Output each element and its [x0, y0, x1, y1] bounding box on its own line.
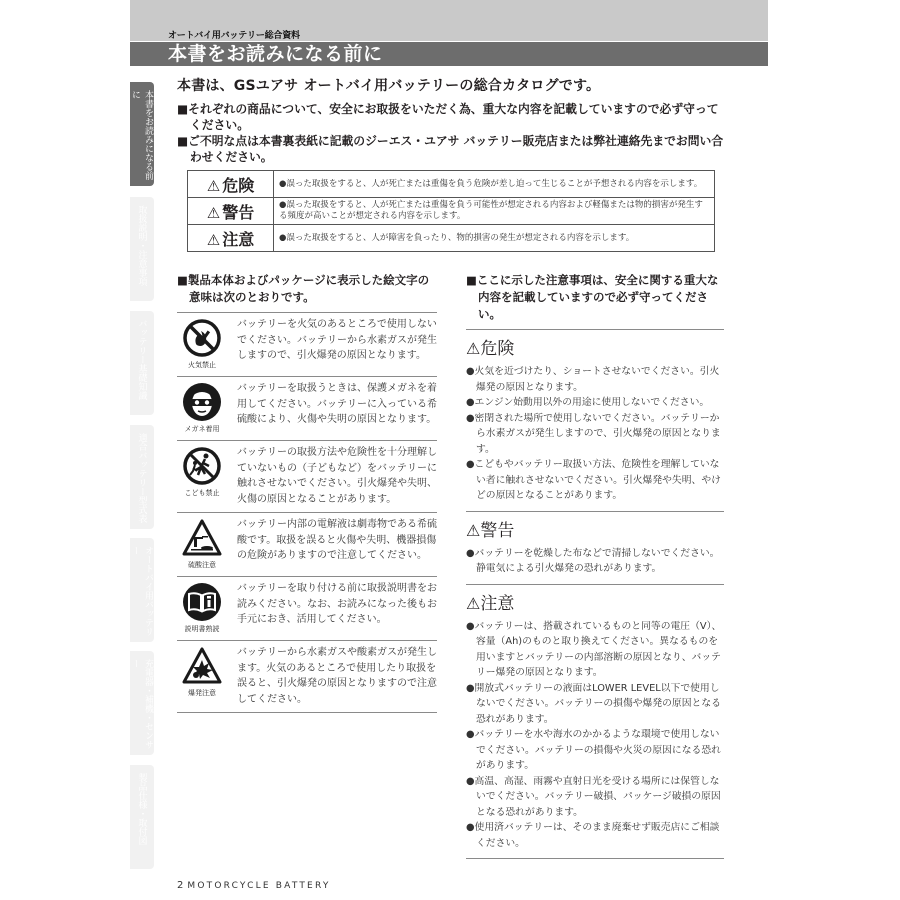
- section-title-text: 警告: [480, 520, 515, 541]
- pictogram-caption: 硫酸注意: [188, 561, 216, 569]
- intro-lead: 本書は、GSユアサ オートバイ用バッテリーの総合カタログです。: [177, 78, 601, 94]
- precaution-section-caution: [466, 593, 724, 860]
- side-tab-5[interactable]: 充電器・補機・センサー: [130, 651, 154, 755]
- page-title: 本書をお読みになる前に: [168, 43, 383, 65]
- hazard-label: 危険: [222, 175, 255, 195]
- bullet-item: ●火気を近づけたり、ショートさせないでください。引火爆発の原因となります。: [466, 366, 720, 393]
- hazard-description: ●誤った取扱をすると、人が障害を負ったり、物的損害の発生が想定される内容を示します。: [274, 225, 715, 252]
- bullet-item: ●バッテリーは、搭載されているものと同等の電圧（V）、容量（Ah)のものと取り換えてください。異なるものを用いますとバッテリーの内部溶断の原因となり、バッテリー爆発の原因となります。: [466, 620, 722, 678]
- keep-away-children-icon: [182, 446, 222, 486]
- side-tab-3[interactable]: 適合バッテリー型式表: [130, 425, 154, 529]
- side-tab-1[interactable]: 取扱説明・注意事項: [130, 197, 154, 301]
- pictogram-caption: 説明書熟読: [184, 625, 220, 633]
- no-fire-icon: [182, 318, 222, 358]
- section-title: [466, 520, 724, 542]
- pictogram-heading: ■製品本体およびパッケージに表示した絵文字の意味は次のとおりです。: [177, 273, 430, 304]
- title-bar: [130, 42, 768, 66]
- divider: [466, 329, 724, 330]
- intro-item: ■ご不明な点は本書裏表紙に記載のジーエス・ユアサ バッテリー販売店または弊社連絡先までお問い合わせください。: [177, 134, 724, 164]
- pictogram-caption: 爆発注意: [188, 689, 216, 697]
- hazard-label-cell: [188, 171, 274, 198]
- pictogram-text: バッテリーを取り付ける前に取扱説明書をお読みください。なお、お読みになった後もお手元におき、活用してください。: [237, 583, 437, 625]
- warning-triangle-icon: ⚠: [206, 176, 221, 195]
- precaution-section-danger: [466, 338, 724, 512]
- pictogram-row: [177, 641, 437, 713]
- read-manual-icon: [182, 582, 222, 622]
- section-title-text: 注意: [480, 593, 515, 614]
- pictogram-row: [177, 441, 437, 513]
- pictogram-row: [177, 513, 437, 577]
- pictogram-row: [177, 377, 437, 441]
- pictogram-row: [177, 313, 437, 377]
- hazard-description: ●誤った取扱をすると、人が死亡または重傷を負う可能性が想定される内容および軽傷または物的損害が発生する頻度が高いことが想定される内容を示します。: [274, 198, 715, 225]
- bullet-item: ●エンジン始動用以外の用途に使用しないでください。: [466, 397, 710, 408]
- warning-triangle-icon: ⚠: [466, 520, 481, 540]
- hazard-description: ●誤った取扱をすると、人が死亡または重傷を負う危険が差し迫って生じることが予想される内容を示します。: [274, 171, 715, 198]
- section-title: [466, 338, 724, 360]
- pictogram-row: [177, 577, 437, 641]
- wear-goggles-icon: [182, 382, 222, 422]
- bullet-item: ●こどもやバッテリー取扱い方法、危険性を理解していない者に触れさせないでください。引火爆発や失明、やけどの原因となることがあります。: [466, 459, 721, 501]
- side-tab-4[interactable]: オートバイ用バッテリー: [130, 538, 154, 642]
- bullet-item: ●高温、高湿、雨霧や直射日光を受ける場所には保管しないでください。バッテリー破損、パッケージ破損の原因となる恐れがあります。: [466, 775, 721, 818]
- pictogram-text: バッテリーから水素ガスや酸素ガスが発生します。火気のあるところで使用したり取扱を誤ると、引火爆発の原因となりますので注意してください。: [237, 647, 437, 705]
- side-tab-2[interactable]: バッテリー基礎知識: [130, 311, 154, 415]
- pictogram-caption: こども禁止: [184, 489, 220, 497]
- bullet-item: ●密閉された場所で使用しないでください。バッテリーから水素ガスが発生しますので、引火爆発の原因となります。: [466, 412, 721, 455]
- warning-triangle-icon: ⚠: [206, 203, 221, 222]
- section-title: [466, 593, 724, 615]
- precautions-heading: ■ここに示した注意事項は、安全に関する重大な内容を記載していますので必ず守ってください。: [466, 273, 719, 321]
- footer-label: MOTORCYCLE BATTERY: [187, 881, 331, 891]
- hazard-row-caution: [188, 225, 715, 252]
- header-subtitle: オートバイ用バッテリー総合資料: [168, 31, 300, 41]
- header-band: [130, 0, 768, 41]
- pictogram-column: [177, 272, 437, 713]
- hazard-label: 注意: [222, 229, 255, 249]
- bullet-item: ●開放式バッテリーの液面はLOWER LEVEL以下で使用しないでください。バッテリーの損傷や爆発の原因となる恐れがあります。: [466, 682, 721, 725]
- warning-triangle-icon: ⚠: [466, 593, 481, 613]
- pictogram-text: バッテリーを火気のあるところで使用しないでください。バッテリーから水素ガスが発生しますので、引火爆発の原因となります。: [237, 319, 437, 361]
- warning-triangle-icon: ⚠: [206, 230, 221, 249]
- pictogram-text: バッテリーを取扱うときは、保護メガネを着用してください。バッテリーに入っている希硫酸により、火傷や失明の原因となります。: [237, 383, 437, 425]
- precautions-column: [466, 272, 724, 859]
- bullet-item: ●使用済バッテリーは、そのまま廃棄せず販売店にご相談ください。: [466, 822, 720, 849]
- hazard-row-warning: [188, 198, 715, 225]
- section-title-text: 危険: [480, 339, 515, 359]
- page-number: 2: [177, 880, 184, 891]
- side-tab-0[interactable]: 本書をお読みになる前に: [130, 82, 154, 186]
- sulfuric-acid-icon: [182, 518, 222, 558]
- hazard-label-cell: [188, 225, 274, 252]
- pictogram-caption: 火気禁止: [188, 361, 216, 369]
- hazard-label-cell: [188, 198, 274, 225]
- hazard-row-danger: [188, 171, 715, 198]
- bullet-item: ●バッテリーを水や海水のかかるような環境で使用しないでください。バッテリーの損傷や火災の原因になる恐れがあります。: [466, 729, 721, 771]
- intro-item: ■それぞれの商品について、安全にお取扱をいただく為、重大な内容を記載していますので必ず守ってください。: [177, 102, 719, 132]
- precaution-section-warning: [466, 520, 724, 585]
- hazard-level-table: [187, 170, 715, 252]
- catalog-page: [130, 0, 768, 900]
- pictogram-caption: メガネ着用: [184, 425, 220, 433]
- hazard-label: 警告: [222, 202, 255, 222]
- side-tab-6[interactable]: 製品仕様・取付図: [130, 765, 154, 869]
- bullet-item: ●バッテリーを乾燥した布などで清掃しないでください。静電気による引火爆発の恐れがあります。: [466, 547, 720, 574]
- pictogram-text: バッテリーの取扱方法や危険性を十分理解していないもの（子どもなど）をバッテリーに触れさせないでください。引火爆発や失明、火傷の原因となることがあります。: [237, 447, 437, 505]
- explosion-warning-icon: [182, 646, 222, 686]
- warning-triangle-icon: ⚠: [466, 339, 481, 358]
- pictogram-text: バッテリー内部の電解液は劇毒物である希硫酸です。取扱を誤ると火傷や失明、機器損傷の危険がありますので注意してください。: [237, 519, 437, 561]
- page-footer: [177, 880, 331, 891]
